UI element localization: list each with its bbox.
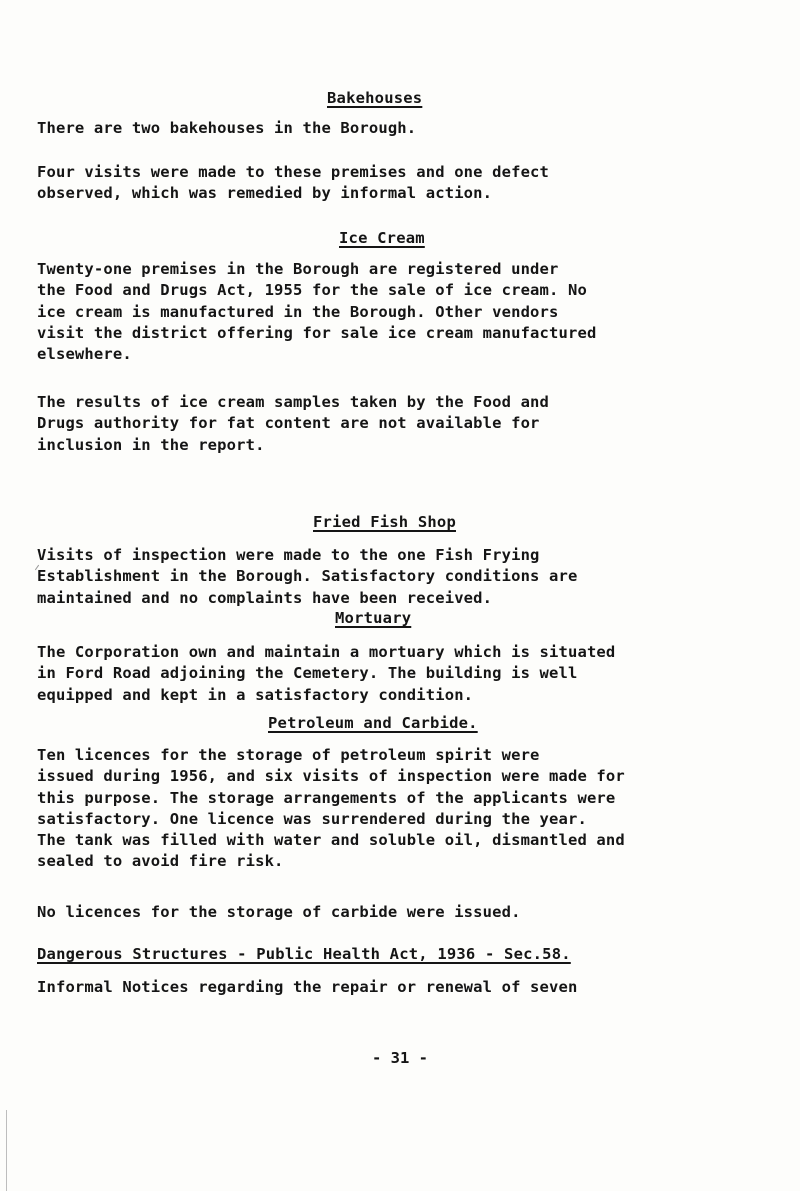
- paragraph-bakehouses-2: [37, 162, 782, 205]
- text-line: inclusion in the report.: [37, 435, 265, 454]
- text-line: The results of ice cream samples taken by the Food and: [37, 393, 550, 411]
- paragraph-petroleum-1: [37, 745, 782, 873]
- text-line: the Food and Drugs Act, 1955 for the sale of ice cream. No: [37, 281, 587, 300]
- text-line: Drugs authority for fat content are not available for: [37, 414, 540, 433]
- page-number: - 31 -: [372, 1049, 428, 1067]
- text-line: Twenty-one premises in the Borough are registered under: [37, 260, 559, 278]
- heading-ice-cream: Ice Cream: [339, 229, 425, 247]
- text-line: No licences for the storage of carbide were issued.: [37, 903, 521, 921]
- paragraph-ice-cream-1: [37, 259, 782, 365]
- text-line: Four visits were made to these premises and one defect: [37, 163, 550, 181]
- text-line: The tank was filled with water and soluble oil, dismantled and: [37, 831, 625, 850]
- heading-bakehouses: Bakehouses: [327, 89, 423, 107]
- text-line: Informal Notices regarding the repair or renewal of seven: [37, 978, 578, 996]
- paragraph-dangerous-structures: [37, 977, 782, 998]
- scan-edge-line: [6, 1110, 7, 1191]
- text-line: Ten licences for the storage of petroleum spirit were: [37, 746, 540, 764]
- paragraph-petroleum-2: [37, 902, 782, 923]
- text-line: visit the district offering for sale ice cream manufactured: [37, 323, 597, 342]
- text-line: Establishment in the Borough. Satisfactory conditions are: [37, 567, 578, 586]
- heading-dangerous-structures: Dangerous Structures - Public Health Act, 1936 - Sec.58.: [37, 945, 571, 963]
- text-line: issued during 1956, and six visits of inspection were made for: [37, 767, 625, 786]
- text-line: satisfactory. One licence was surrendered during the year.: [37, 809, 587, 828]
- heading-mortuary: Mortuary: [335, 609, 412, 627]
- paragraph-mortuary: [37, 642, 782, 706]
- text-line: ice cream is manufactured in the Borough. Other vendors: [37, 302, 559, 321]
- text-line: this purpose. The storage arrangements of the applicants were: [37, 788, 616, 807]
- text-line: sealed to avoid fire risk.: [37, 852, 284, 871]
- text-line: elsewhere.: [37, 345, 132, 364]
- text-line: in Ford Road adjoining the Cemetery. The building is well: [37, 664, 578, 683]
- heading-fried-fish-shop: Fried Fish Shop: [313, 513, 456, 531]
- text-line: The Corporation own and maintain a mortuary which is situated: [37, 643, 616, 661]
- text-line: maintained and no complaints have been received.: [37, 588, 493, 607]
- text-line: equipped and kept in a satisfactory condition.: [37, 685, 474, 704]
- paragraph-ice-cream-2: [37, 392, 782, 456]
- text-line: There are two bakehouses in the Borough.: [37, 119, 417, 137]
- heading-petroleum-and-carbide: Petroleum and Carbide.: [268, 714, 478, 732]
- paragraph-fried-fish-shop: [37, 545, 782, 609]
- paragraph-bakehouses-1: [37, 118, 782, 139]
- text-line: observed, which was remedied by informal action.: [37, 184, 493, 203]
- text-line: Visits of inspection were made to the one Fish Frying: [37, 546, 540, 564]
